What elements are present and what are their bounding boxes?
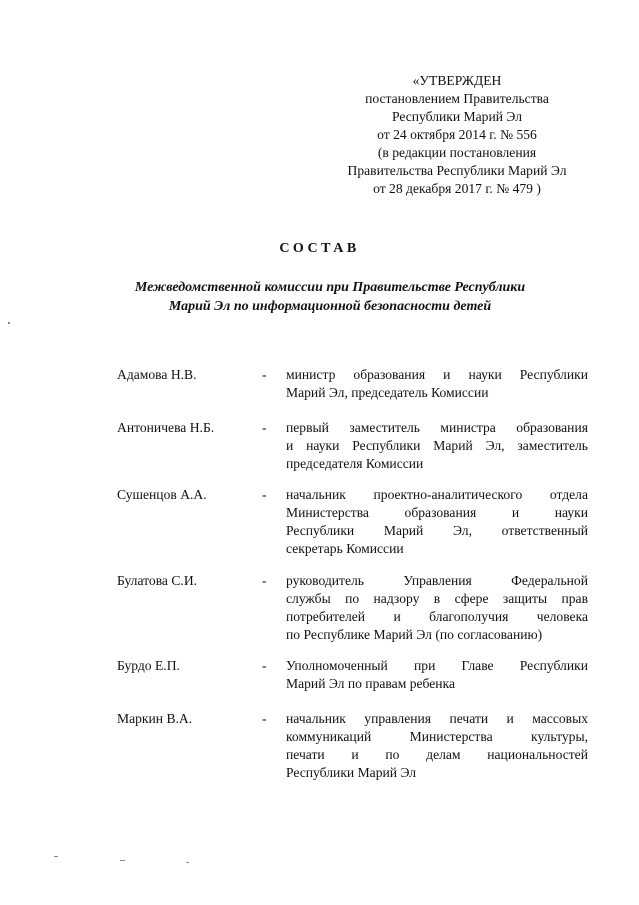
role-line: первый заместитель министра образования: [286, 420, 588, 435]
approval-line: постановлением Правительства: [365, 91, 549, 106]
role-line: Министерства образования и науки: [286, 505, 588, 520]
subtitle-line: Межведомственной комиссии при Правительстве Республики: [134, 280, 526, 295]
role-line: министр образования и науки Республики: [286, 367, 588, 382]
approval-line: от 24 октября 2014 г. № 556: [377, 127, 537, 142]
approval-stamp: [337, 72, 577, 198]
approval-line: от 28 декабря 2017 г. № 479 ): [373, 181, 541, 196]
member-role: [286, 710, 588, 782]
role-line: Республики Марий Эл, ответственный: [286, 523, 588, 538]
role-line: потребителей и благополучия человека: [286, 609, 588, 624]
approval-line: «УТВЕРЖДЕН: [412, 73, 502, 88]
scan-speck: [186, 862, 189, 863]
member-name: Сушенцов А.А.: [117, 487, 207, 502]
role-line: Марий Эл, председатель Комиссии: [286, 385, 489, 400]
approval-line: (в редакции постановления: [377, 145, 537, 160]
role-line: и науки Республики Марий Эл, заместитель: [286, 438, 588, 453]
member-role: [286, 419, 588, 473]
role-line: Уполномоченный при Главе Республики: [286, 658, 588, 673]
member-dash: -: [262, 367, 267, 382]
member-name: Антоничева Н.Б.: [117, 420, 215, 435]
member-role: [286, 366, 588, 402]
role-line: печати и по делам национальностей: [286, 747, 588, 762]
scan-speck: [54, 856, 58, 857]
role-line: начальник проектно-аналитического отдела: [286, 487, 588, 502]
member-dash: -: [262, 420, 267, 435]
role-line: начальник управления печати и массовых: [286, 711, 588, 726]
member-role: [286, 657, 588, 693]
subtitle-line: Марий Эл по информационной безопасности детей: [168, 299, 492, 314]
approval-line: Республики Марий Эл: [391, 109, 523, 124]
role-line: коммуникаций Министерства культуры,: [286, 729, 588, 744]
member-dash: -: [262, 573, 267, 588]
role-line: Республики Марий Эл: [286, 765, 417, 780]
member-name: Бурдо Е.П.: [117, 658, 180, 673]
role-line: председателя Комиссии: [286, 456, 424, 471]
scan-speck: [120, 860, 125, 861]
role-line: службы по надзору в сфере защиты прав: [286, 591, 588, 606]
document-heading: СОСТАВ: [279, 241, 360, 256]
role-line: Марий Эл по правам ребенка: [286, 676, 455, 691]
role-line: по Республике Марий Эл (по согласованию): [286, 627, 543, 642]
document-subtitle: [100, 278, 560, 316]
member-role: [286, 486, 588, 558]
member-name: Булатова С.И.: [117, 573, 198, 588]
role-line: руководитель Управления Федеральной: [286, 573, 588, 588]
member-name: Адамова Н.В.: [117, 367, 197, 382]
scan-speck: [8, 322, 10, 324]
member-dash: -: [262, 711, 267, 726]
member-role: [286, 572, 588, 644]
member-name: Маркин В.А.: [117, 711, 193, 726]
member-dash: -: [262, 487, 267, 502]
member-dash: -: [262, 658, 267, 673]
approval-line: Правительства Республики Марий Эл: [347, 163, 567, 178]
role-line: секретарь Комиссии: [286, 541, 404, 556]
